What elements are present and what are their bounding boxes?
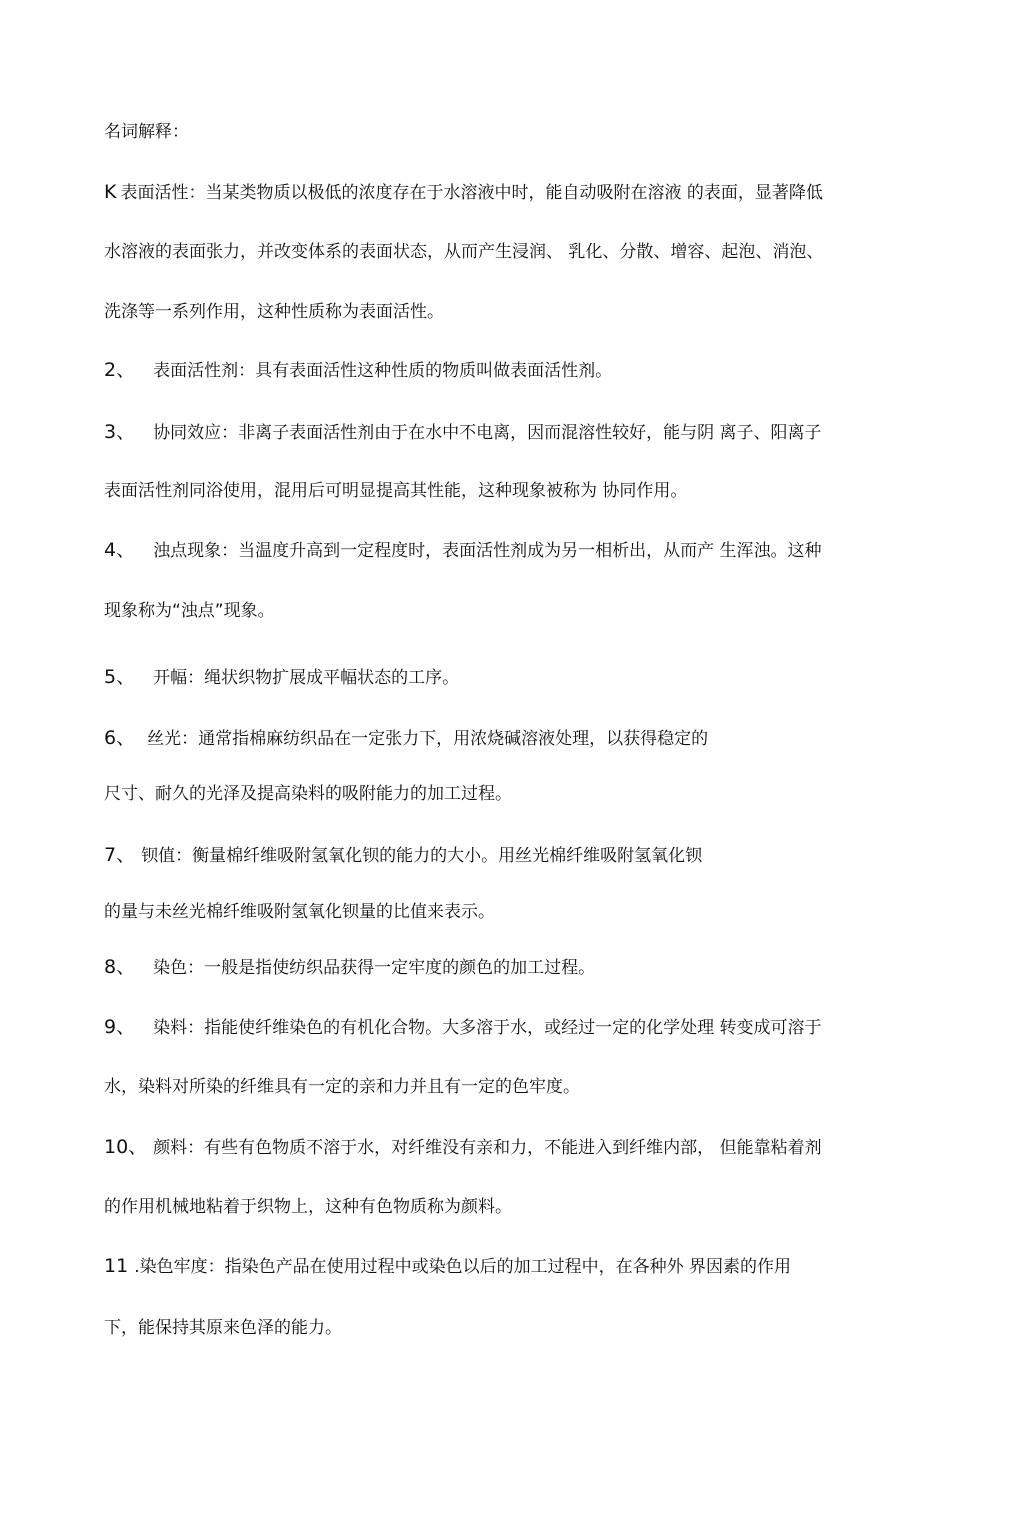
- entry-text: 颜料：有些有色物质不溶于水，对纤维没有亲和力，不能进入到纤维内部， 但能靠粘着剂: [153, 1138, 822, 1158]
- entry-2-line-1: [104, 358, 612, 383]
- entry-10-line-2: 的作用机械地粘着于织物上，这种有色物质称为颜料。: [104, 1197, 512, 1217]
- entry-number: 3、: [104, 421, 136, 443]
- entry-text: 表面活性：当某类物质以极低的浓度存在于水溶液中时，能自动吸附在溶液 的表面，显著降低: [120, 183, 823, 203]
- entry-3-line-2: 表面活性剂同浴使用，混用后可明显提高其性能，这种现象被称为 协同作用。: [104, 481, 688, 501]
- entry-number: 11: [104, 1255, 129, 1277]
- entry-1-line-1: [104, 180, 823, 205]
- entry-text: 丝光：通常指棉麻纺织品在一定张力下，用浓烧碱溶液处理，以获得稳定的: [147, 729, 709, 749]
- entry-8-line-1: [104, 955, 595, 980]
- entry-7-line-1: [104, 843, 702, 868]
- entry-11-line-1: [104, 1254, 791, 1279]
- entry-text: 表面活性剂：具有表面活性这种性质的物质叫做表面活性剂。: [153, 361, 613, 381]
- entry-10-line-1: [104, 1135, 822, 1160]
- page-heading: 名词解释：: [104, 122, 189, 142]
- entry-text: 开幅：绳状织物扩展成平幅状态的工序。: [153, 668, 460, 688]
- entry-1-line-3: 洗涤等一系列作用，这种性质称为表面活性。: [104, 302, 444, 322]
- entry-text: 协同效应：非离子表面活性剂由于在水中不电离，因而混溶性较好，能与阴 离子、阳离子: [153, 423, 822, 443]
- entry-text: 染色：一般是指使纺织品获得一定牢度的颜色的加工过程。: [153, 958, 596, 978]
- entry-number: 4、: [104, 539, 136, 561]
- entry-number: 7、: [104, 844, 136, 866]
- entry-7-line-2: 的量与未丝光棉纤维吸附氢氧化钡量的比值来表示。: [104, 902, 495, 922]
- entry-5-line-1: [104, 665, 459, 690]
- entry-text: 浊点现象：当温度升高到一定程度时，表面活性剂成为另一相析出，从而产 生浑浊。这种: [153, 541, 822, 561]
- entry-6-line-2: 尺寸、耐久的光泽及提高染料的吸附能力的加工过程。: [104, 784, 512, 804]
- entry-number: 2、: [104, 359, 136, 381]
- entry-4-line-1: [104, 538, 822, 563]
- entry-1-line-2: 水溶液的表面张力，并改变体系的表面状态，从而产生浸润、 乳化、分散、增容、起泡、消泡、: [104, 242, 824, 262]
- entry-number: 6、: [104, 727, 136, 749]
- entry-3-line-1: [104, 420, 822, 445]
- entry-number: 9、: [104, 1016, 136, 1038]
- entry-6-line-1: [104, 726, 708, 751]
- entry-number: 8、: [104, 956, 136, 978]
- entry-text: .染色牢度：指染色产品在使用过程中或染色以后的加工过程中，在各种外 界因素的作用: [134, 1257, 791, 1277]
- entry-9-line-2: 水，染料对所染的纤维具有一定的亲和力并且有一定的色牢度。: [104, 1077, 580, 1097]
- entry-text: 钡值：衡量棉纤维吸附氢氧化钡的能力的大小。用丝光棉纤维吸附氢氧化钡: [141, 846, 703, 866]
- entry-number: K: [104, 181, 117, 203]
- entry-11-line-2: 下，能保持其原来色泽的能力。: [104, 1318, 342, 1338]
- entry-4-line-2: 现象称为“浊点”现象。: [104, 601, 275, 621]
- entry-text: 染料：指能使纤维染色的有机化合物。大多溶于水，或经过一定的化学处理 转变成可溶于: [153, 1018, 822, 1038]
- entry-number: 5、: [104, 666, 136, 688]
- entry-number: 10、: [104, 1136, 148, 1158]
- entry-9-line-1: [104, 1015, 822, 1040]
